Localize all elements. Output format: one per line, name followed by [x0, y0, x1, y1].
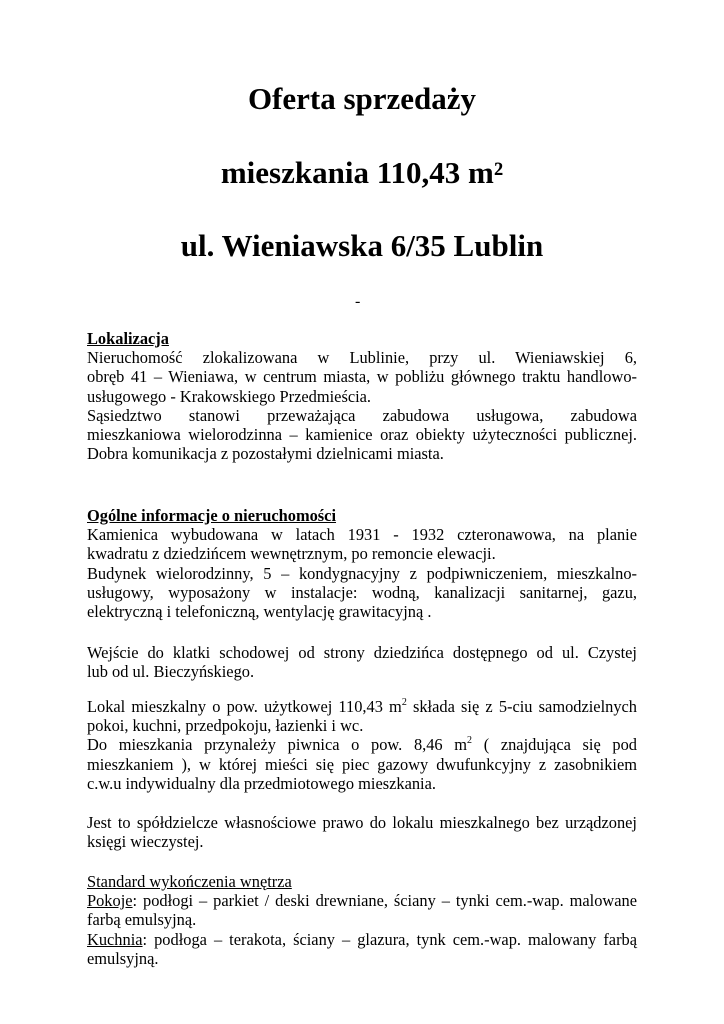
superscript: 2	[401, 697, 407, 708]
text-line: lub od ul. Bieczyńskiego.	[87, 662, 255, 682]
text-line: Budynek wielorodzinny, 5 – kondygnacyjny z podpiwniczeniem, mieszkalno-	[87, 563, 637, 583]
text-fragment: składa się z 5-ciu samodzielnych	[406, 697, 637, 716]
text-line: Sąsiedztwo stanowi przeważająca zabudowa usługowa, zabudowa	[87, 405, 637, 425]
superscript: 2	[467, 735, 473, 747]
text-fragment: Lokal mieszkalny o pow. użytkowej 110,43 m	[87, 697, 402, 716]
document-subtitle-area: mieszkania 110,43 m²	[220, 155, 504, 190]
text-line	[87, 697, 637, 716]
text-line: c.w.u indywidualny dla przedmiotowego mieszkania.	[87, 773, 436, 793]
section-heading-standard: Standard wykończenia wnętrza	[87, 872, 292, 891]
text-line: Jest to spółdzielcze własnościowe prawo do lokalu mieszkalnego bez urządzonej	[87, 813, 637, 832]
section-lokalizacja	[87, 329, 637, 463]
text-line: Dobra komunikacja z pozostałymi dzielnicami miasta.	[87, 444, 444, 464]
text-line: farbą emulsyjną.	[87, 910, 197, 930]
document-title: Oferta sprzedaży	[247, 81, 477, 116]
text-fragment: : podłoga – terakota, ściany – glazura, tynk cem.-wap. malowany farbą	[142, 929, 637, 949]
text-line: elektryczną i telefoniczną, wentylację grawitacyjną .	[87, 602, 432, 622]
text-line: Kamienica wybudowana w latach 1931 - 1932 czteronawowa, na planie	[87, 525, 637, 545]
text-line: usługowy, wyposażony w instalacje: wodną, kanalizacji sanitarnej, gazu,	[87, 582, 637, 602]
text-fragment: Do mieszkania przynależy piwnica o pow. 8,46 m	[87, 735, 468, 755]
text-line	[87, 735, 637, 754]
text-line: kwadratu z dziedzińcem wewnętrznym, po remoncie elewacji.	[87, 544, 496, 564]
section-wejscie	[87, 643, 637, 681]
label-pokoje: Pokoje	[87, 891, 133, 911]
section-heading-ogolne: Ogólne informacje o nieruchomości	[87, 506, 337, 525]
text-line	[87, 930, 637, 949]
text-line: księgi wieczystej.	[87, 832, 204, 852]
text-line	[87, 891, 637, 910]
text-fragment: ( znajdująca się pod	[472, 735, 638, 755]
text-line: Wejście do klatki schodowej od strony dziedzińca dostępnego od ul. Czystej	[87, 643, 637, 662]
text-line: obręb 41 – Wieniawa, w centrum miasta, w pobliżu głównego traktu handlowo-	[87, 367, 637, 387]
text-fragment: : podłogi – parkiet / deski drewniane, ściany – tynki cem.-wap. malowane	[132, 891, 637, 911]
section-lokal-mieszkalny	[87, 697, 637, 793]
section-standard	[87, 872, 637, 968]
text-line: emulsyjną.	[87, 948, 159, 968]
section-heading-lokalizacja: Lokalizacja	[87, 329, 169, 348]
text-line: usługowego - Krakowskiego Przedmieścia.	[87, 386, 372, 406]
text-line: mieszkaniowa wielorodzinna – kamienice oraz obiekty użyteczności publicznej.	[87, 425, 637, 445]
section-ogolne-informacje	[87, 506, 637, 621]
label-kuchnia: Kuchnia	[87, 929, 143, 949]
section-prawo	[87, 813, 637, 851]
text-line: Nieruchomość zlokalizowana w Lublinie, przy ul. Wieniawskiej 6,	[87, 348, 637, 368]
text-line: mieszkaniem ), w której mieści się piec gazowy dwufunkcyjny z zasobnikiem	[87, 754, 637, 774]
text-line: pokoi, kuchni, przedpokoju, łazienki i wc.	[87, 716, 364, 736]
document-subtitle-address: ul. Wieniawska 6/35 Lublin	[180, 228, 544, 263]
separator-dash: -	[355, 293, 361, 310]
